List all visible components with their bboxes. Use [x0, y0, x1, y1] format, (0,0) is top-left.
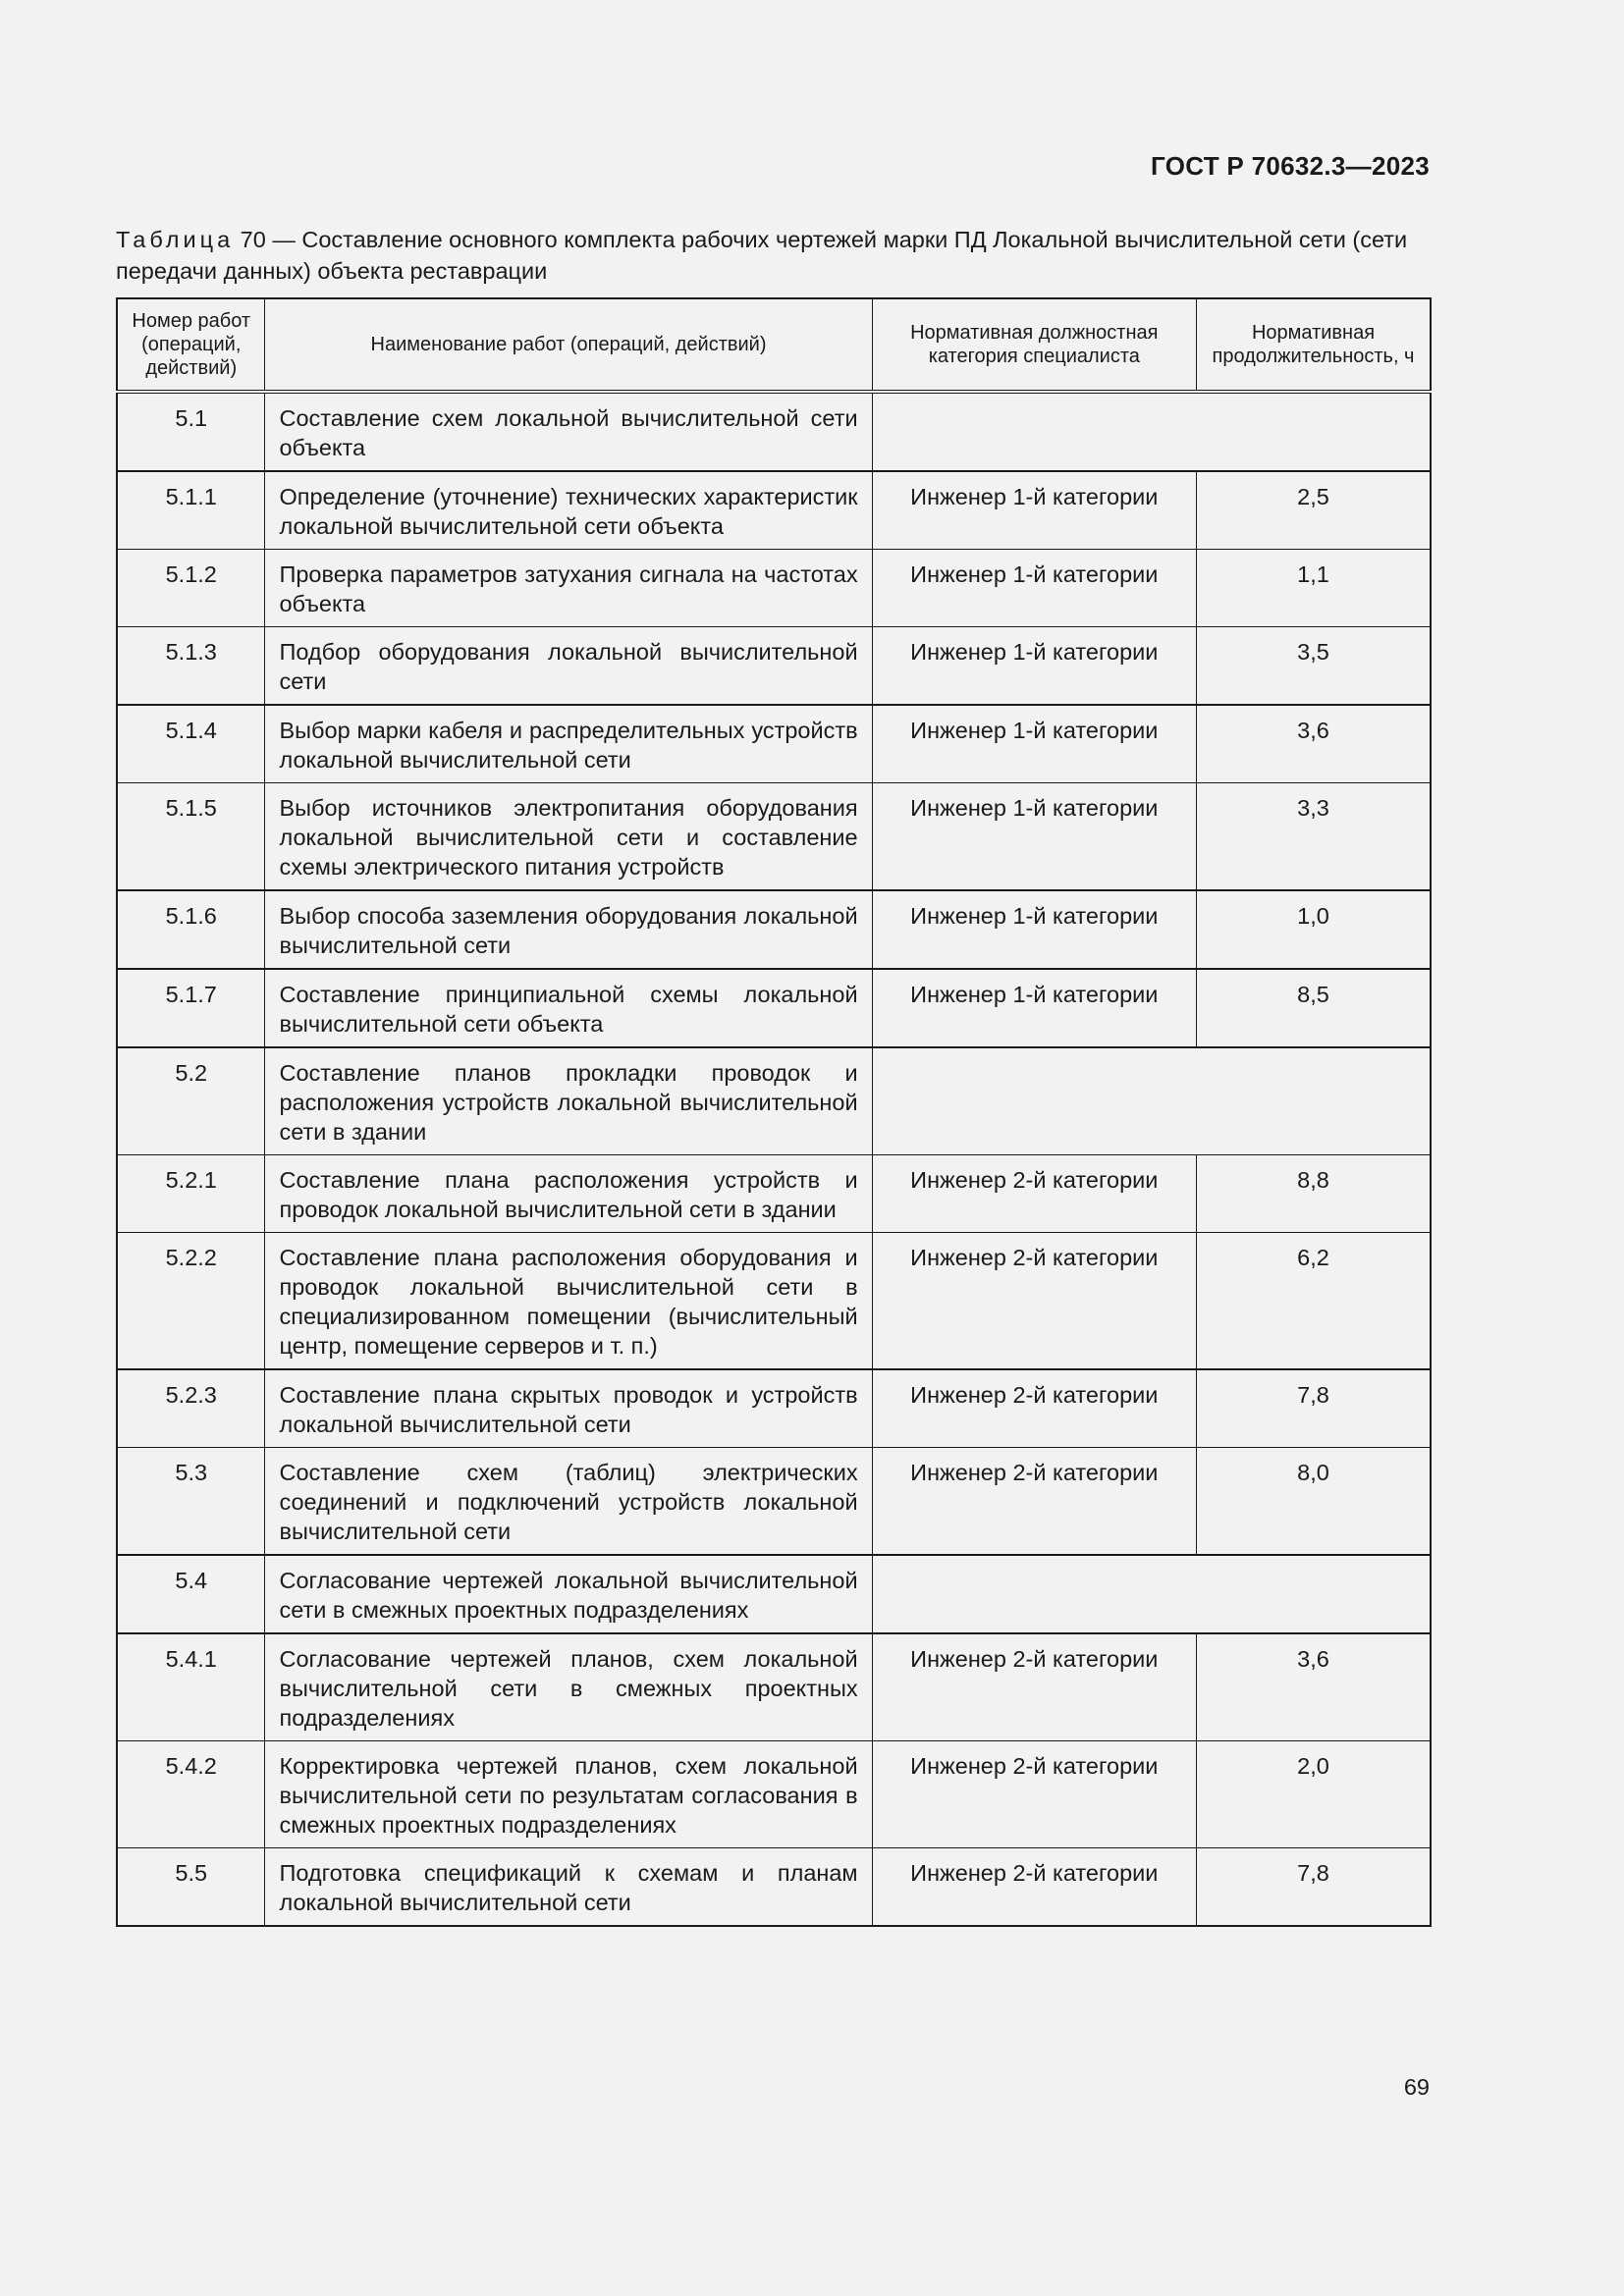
table-caption-text: 70 — Составление основного комплекта рабочих чертежей марки ПД Локальной вычислительной сети (сети передачи данных) объекта реставрации: [116, 227, 1408, 284]
cell-category: Инженер 1-й категории: [872, 471, 1196, 550]
cell-work-name: Определение (уточнение) технических характеристик локальной вычислительной сети объекта: [265, 471, 872, 550]
table-caption-label: Таблица: [116, 227, 235, 252]
cell-duration: 3,6: [1196, 705, 1431, 783]
table-row: [117, 471, 1431, 550]
header-cell-duration: Нормативная продолжительность, ч: [1196, 298, 1431, 392]
cell-duration: 8,0: [1196, 1448, 1431, 1556]
cell-number: 5.1.5: [117, 783, 265, 891]
table-body: [117, 392, 1431, 1926]
table-row: [117, 890, 1431, 969]
cell-work-name: Составление плана расположения устройств и проводок локальной вычислительной сети в здании: [265, 1155, 872, 1233]
cell-empty-span: [872, 1555, 1431, 1633]
cell-number: 5.1.1: [117, 471, 265, 550]
table-row: [117, 550, 1431, 627]
cell-category: Инженер 2-й категории: [872, 1741, 1196, 1848]
cell-work-name: Выбор марки кабеля и распределительных устройств локальной вычислительной сети: [265, 705, 872, 783]
cell-category: Инженер 2-й категории: [872, 1633, 1196, 1741]
cell-work-name: Проверка параметров затухания сигнала на частотах объекта: [265, 550, 872, 627]
table-row: [117, 783, 1431, 891]
cell-number: 5.3: [117, 1448, 265, 1556]
cell-duration: 8,5: [1196, 969, 1431, 1047]
cell-category: Инженер 2-й категории: [872, 1848, 1196, 1927]
cell-number: 5.1: [117, 392, 265, 471]
cell-number: 5.1.2: [117, 550, 265, 627]
cell-duration: 3,6: [1196, 1633, 1431, 1741]
table-header: [117, 298, 1431, 392]
cell-category: Инженер 1-й категории: [872, 550, 1196, 627]
header-cell-category: Нормативная должностная категория специалиста: [872, 298, 1196, 392]
cell-duration: 3,3: [1196, 783, 1431, 891]
cell-work-name: Согласование чертежей локальной вычислительной сети в смежных проектных подразделениях: [265, 1555, 872, 1633]
cell-number: 5.1.7: [117, 969, 265, 1047]
table-group-row: [117, 392, 1431, 471]
cell-number: 5.2.1: [117, 1155, 265, 1233]
cell-duration: 1,0: [1196, 890, 1431, 969]
cell-work-name: Составление плана расположения оборудования и проводок локальной вычислительной сети в специализированном помещении (вычислительный центр, помещение серверов и т. п.): [265, 1233, 872, 1370]
cell-number: 5.2.3: [117, 1369, 265, 1448]
header-cell-work: Наименование работ (операций, действий): [265, 298, 872, 392]
cell-work-name: Согласование чертежей планов, схем локальной вычислительной сети в смежных проектных подразделениях: [265, 1633, 872, 1741]
works-table: [116, 297, 1432, 1927]
cell-empty-span: [872, 1047, 1431, 1155]
cell-work-name: Составление схем локальной вычислительной сети объекта: [265, 392, 872, 471]
page-number: 69: [1403, 2074, 1430, 2100]
table-row: [117, 1369, 1431, 1448]
cell-number: 5.2: [117, 1047, 265, 1155]
cell-work-name: Подбор оборудования локальной вычислительной сети: [265, 627, 872, 706]
cell-category: Инженер 2-й категории: [872, 1233, 1196, 1370]
cell-duration: 2,0: [1196, 1741, 1431, 1848]
cell-number: 5.1.3: [117, 627, 265, 706]
cell-work-name: Выбор способа заземления оборудования локальной вычислительной сети: [265, 890, 872, 969]
cell-empty-span: [872, 392, 1431, 471]
table-row: [117, 1155, 1431, 1233]
header-cell-number: Номер работ (операций, действий): [117, 298, 265, 392]
cell-work-name: Подготовка спецификаций к схемам и планам локальной вычислительной сети: [265, 1848, 872, 1927]
table-row: [117, 1633, 1431, 1741]
table-row: [117, 1848, 1431, 1927]
cell-category: Инженер 1-й категории: [872, 627, 1196, 706]
table-row: [117, 969, 1431, 1047]
cell-category: Инженер 1-й категории: [872, 969, 1196, 1047]
table-row: [117, 1233, 1431, 1370]
cell-category: Инженер 1-й категории: [872, 890, 1196, 969]
cell-category: Инженер 2-й категории: [872, 1369, 1196, 1448]
cell-number: 5.1.6: [117, 890, 265, 969]
cell-work-name: Корректировка чертежей планов, схем локальной вычислительной сети по результатам согласования в смежных проектных подразделениях: [265, 1741, 872, 1848]
cell-duration: 7,8: [1196, 1369, 1431, 1448]
cell-number: 5.5: [117, 1848, 265, 1927]
cell-number: 5.1.4: [117, 705, 265, 783]
table-group-row: [117, 1047, 1431, 1155]
cell-duration: 3,5: [1196, 627, 1431, 706]
table-row: [117, 1448, 1431, 1556]
cell-work-name: Выбор источников электропитания оборудования локальной вычислительной сети и составление схемы электрического питания устройств: [265, 783, 872, 891]
cell-number: 5.4.1: [117, 1633, 265, 1741]
cell-work-name: Составление принципиальной схемы локальной вычислительной сети объекта: [265, 969, 872, 1047]
cell-duration: 8,8: [1196, 1155, 1431, 1233]
cell-category: Инженер 2-й категории: [872, 1155, 1196, 1233]
table-row: [117, 627, 1431, 706]
cell-category: Инженер 1-й категории: [872, 783, 1196, 891]
cell-duration: 2,5: [1196, 471, 1431, 550]
cell-number: 5.4.2: [117, 1741, 265, 1848]
cell-duration: 7,8: [1196, 1848, 1431, 1927]
cell-number: 5.4: [117, 1555, 265, 1633]
table-group-row: [117, 1555, 1431, 1633]
cell-duration: 6,2: [1196, 1233, 1431, 1370]
cell-duration: 1,1: [1196, 550, 1431, 627]
cell-category: Инженер 1-й категории: [872, 705, 1196, 783]
cell-work-name: Составление планов прокладки проводок и расположения устройств локальной вычислительной сети в здании: [265, 1047, 872, 1155]
table-row: [117, 705, 1431, 783]
table-row: [117, 1741, 1431, 1848]
cell-category: Инженер 2-й категории: [872, 1448, 1196, 1556]
cell-number: 5.2.2: [117, 1233, 265, 1370]
table-caption: [116, 224, 1432, 287]
cell-work-name: Составление схем (таблиц) электрических соединений и подключений устройств локальной вычислительной сети: [265, 1448, 872, 1556]
document-code: ГОСТ Р 70632.3—2023: [1151, 151, 1430, 181]
cell-work-name: Составление плана скрытых проводок и устройств локальной вычислительной сети: [265, 1369, 872, 1448]
